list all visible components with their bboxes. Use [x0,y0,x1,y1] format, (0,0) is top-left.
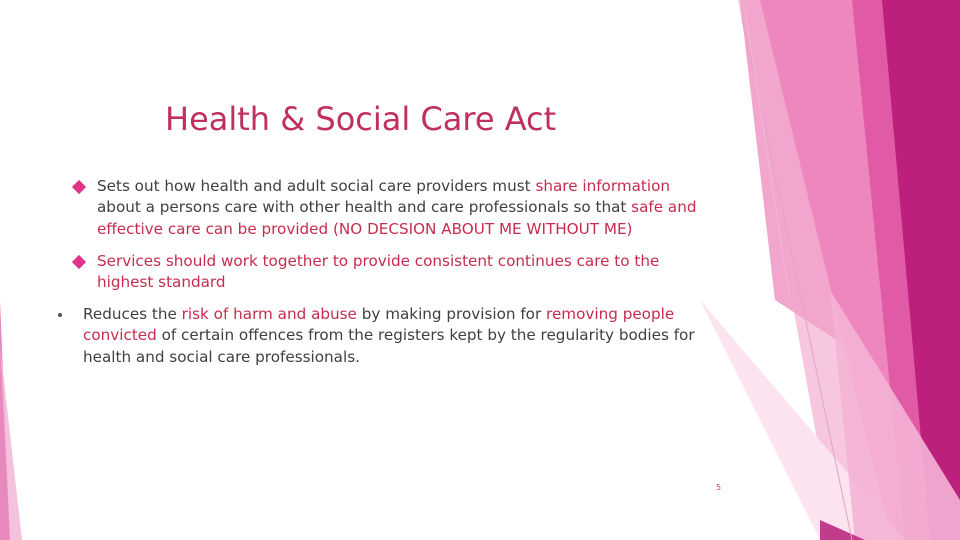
highlighted-text: Services should work together to provide consistent continues care to the highest standard [97,252,660,292]
highlighted-text: risk of harm and abuse [181,305,357,323]
dot-bullet-icon [58,313,62,317]
highlighted-text: removing people convicted [83,305,675,345]
body-text: Reduces the [83,305,182,323]
body-text: about a persons care with other health and care professionals so that [97,198,632,217]
bullet-text-3 [83,304,718,368]
bullet-item-1 [62,176,702,240]
bullet-text-2 [97,251,702,294]
slide-title: Health & Social Care Act [165,100,557,138]
bullet-item-2 [62,251,702,294]
page-number: 5 [716,483,722,492]
body-text: Sets out how health and adult social care providers must [97,177,536,195]
bullet-text-1 [97,176,702,240]
bullet-item-3 [58,304,718,368]
body-text: by making provision for [356,305,547,323]
highlighted-text: safe and effective care can be provided (NO DECSION ABOUT ME WITHOUT ME) [97,198,697,238]
diamond-bullet-icon [72,180,86,194]
body-text: of certain offences from the registers kept by the regularity bodies for health and social care professionals. [83,326,695,366]
highlighted-text: share information [535,177,671,195]
diamond-bullet-icon [72,255,86,269]
